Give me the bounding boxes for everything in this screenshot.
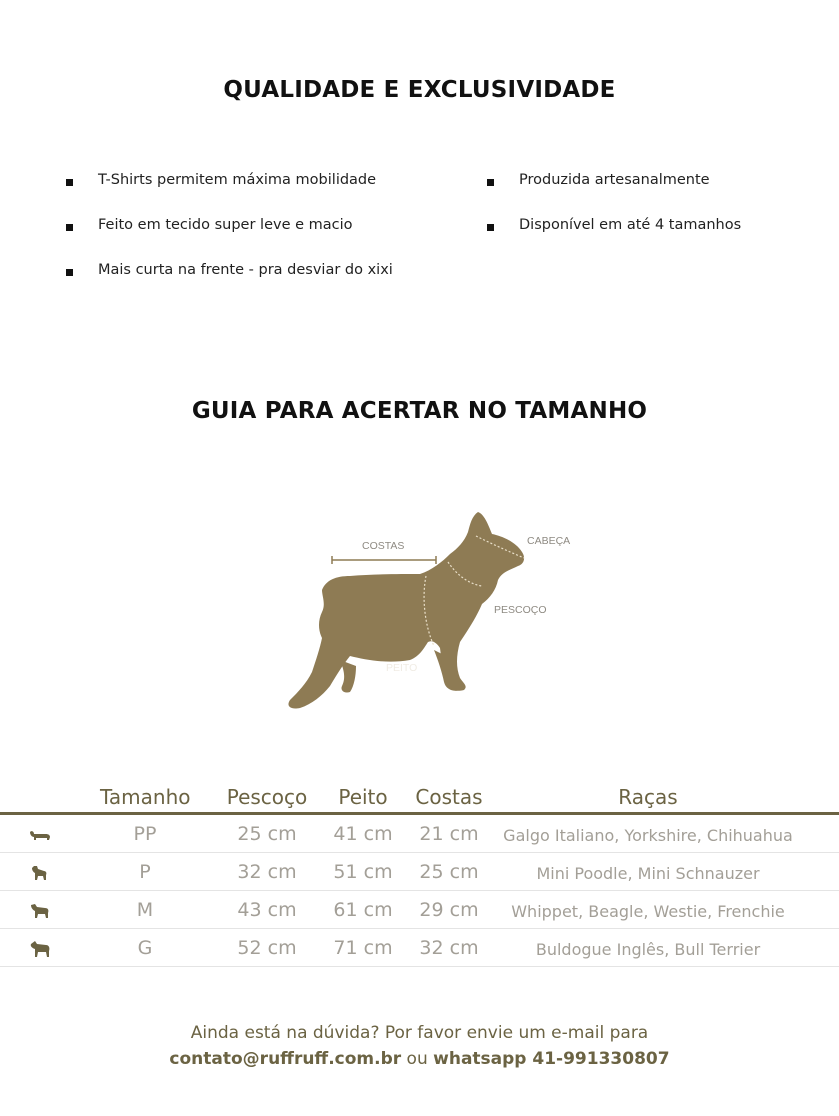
cell-size: G bbox=[137, 937, 153, 959]
footer-connector: ou bbox=[406, 1049, 428, 1069]
bullet-icon bbox=[487, 179, 494, 186]
cell-breeds: Buldogue Inglês, Bull Terrier bbox=[535, 940, 761, 959]
contact-footer bbox=[0, 1020, 839, 1072]
feature-item bbox=[66, 262, 393, 307]
features-right-column bbox=[487, 172, 741, 262]
cell-back: 21 cm bbox=[419, 823, 479, 845]
cell-neck: 32 cm bbox=[237, 861, 297, 883]
cell-chest: 71 cm bbox=[333, 937, 393, 959]
table-row bbox=[0, 815, 839, 853]
size-table bbox=[0, 777, 839, 967]
label-chest: PEITO bbox=[386, 662, 418, 674]
feature-item bbox=[487, 172, 741, 217]
cell-neck: 52 cm bbox=[237, 937, 297, 959]
large-dog-icon bbox=[28, 940, 52, 958]
table-row bbox=[0, 891, 839, 929]
feature-item bbox=[66, 172, 393, 217]
cell-breeds: Mini Poodle, Mini Schnauzer bbox=[536, 864, 760, 883]
cell-neck: 43 cm bbox=[237, 899, 297, 921]
dachshund-icon bbox=[28, 826, 52, 844]
cell-size: P bbox=[139, 861, 151, 883]
cell-breeds: Whippet, Beagle, Westie, Frenchie bbox=[511, 902, 785, 921]
label-back: COSTAS bbox=[362, 540, 405, 552]
cell-chest: 51 cm bbox=[333, 861, 393, 883]
table-row bbox=[0, 853, 839, 891]
cell-back: 29 cm bbox=[419, 899, 479, 921]
table-header bbox=[0, 777, 839, 815]
footer-question: Ainda está na dúvida? Por favor envie um e-mail para bbox=[190, 1023, 649, 1043]
cell-breeds: Galgo Italiano, Yorkshire, Chihuahua bbox=[503, 826, 793, 845]
cell-size: PP bbox=[133, 823, 157, 845]
feature-text: Disponível em até 4 tamanhos bbox=[519, 217, 742, 233]
header-back: Costas bbox=[415, 785, 483, 809]
feature-text: Produzida artesanalmente bbox=[519, 172, 710, 188]
header-neck: Pescoço bbox=[226, 785, 308, 809]
footer-contacts bbox=[0, 1046, 839, 1072]
feature-text: Mais curta na frente - pra desviar do xixi bbox=[98, 262, 393, 278]
features-left-column bbox=[66, 172, 393, 307]
feature-item bbox=[66, 217, 393, 262]
quality-title: QUALIDADE E EXCLUSIVIDADE bbox=[223, 77, 616, 103]
size-guide-title: GUIA PARA ACERTAR NO TAMANHO bbox=[191, 398, 648, 424]
cell-chest: 61 cm bbox=[333, 899, 393, 921]
bullet-icon bbox=[66, 224, 73, 231]
label-neck: PESCOÇO bbox=[494, 604, 547, 616]
header-size: Tamanho bbox=[100, 785, 191, 809]
dog-measurement-diagram bbox=[270, 500, 580, 720]
header-breeds: Raças bbox=[618, 785, 678, 809]
header-chest: Peito bbox=[338, 785, 388, 809]
cell-size: M bbox=[136, 899, 154, 921]
cell-chest: 41 cm bbox=[333, 823, 393, 845]
small-dog-icon bbox=[28, 864, 52, 882]
dog-rear-leg bbox=[340, 660, 356, 693]
medium-dog-icon bbox=[28, 902, 52, 920]
label-head: CABEÇA bbox=[527, 535, 571, 547]
cell-back: 32 cm bbox=[419, 937, 479, 959]
email-link[interactable]: contato@ruffruff.com.br bbox=[169, 1049, 402, 1069]
cell-back: 25 cm bbox=[419, 861, 479, 883]
french-bulldog-silhouette-icon bbox=[270, 500, 580, 720]
cell-neck: 25 cm bbox=[237, 823, 297, 845]
feature-item bbox=[487, 217, 741, 262]
bullet-icon bbox=[487, 224, 494, 231]
whatsapp-link[interactable]: whatsapp 41-991330807 bbox=[433, 1049, 670, 1069]
feature-text: T-Shirts permitem máxima mobilidade bbox=[98, 172, 377, 188]
feature-text: Feito em tecido super leve e macio bbox=[98, 217, 353, 233]
bullet-icon bbox=[66, 179, 73, 186]
table-row bbox=[0, 929, 839, 967]
dog-body bbox=[288, 512, 524, 709]
bullet-icon bbox=[66, 269, 73, 276]
